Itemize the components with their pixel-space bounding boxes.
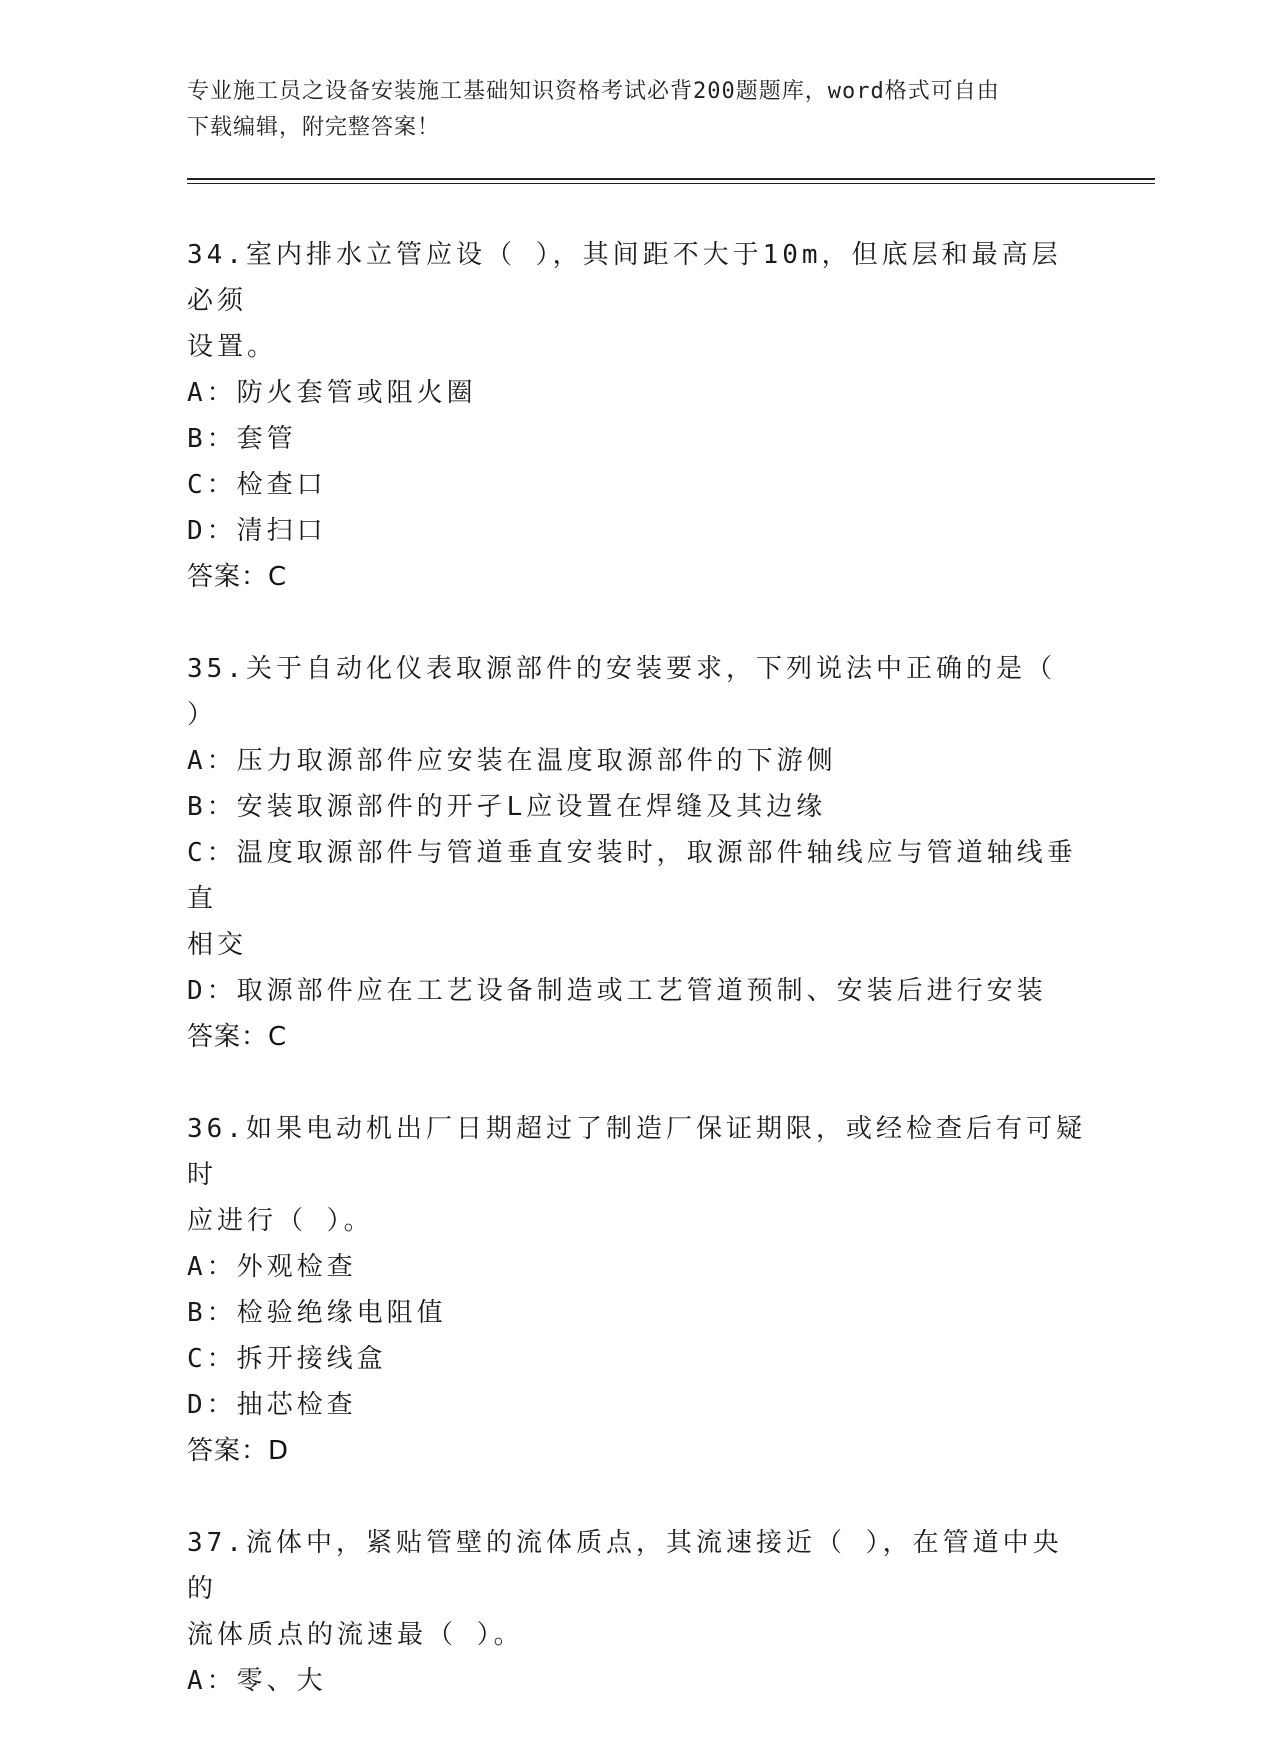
question-34 [187, 232, 1087, 600]
question-stem: 流体质点的流速最（ ）。 [187, 1620, 524, 1650]
option-c: C：拆开接线盒 [187, 1344, 387, 1374]
question-36 [187, 1106, 1087, 1474]
option-b: B：套管 [187, 424, 297, 454]
option-b: B：安装取源部件的开孑L应设置在焊缝及其边缘 [187, 792, 827, 822]
option-c-continued: 相交 [187, 930, 248, 960]
option-a: A：零、大 [187, 1666, 327, 1696]
document-header [187, 74, 1087, 146]
question-list [187, 232, 1087, 1750]
option-a: A：压力取源部件应安装在温度取源部件的下游侧 [187, 746, 837, 776]
option-c: C：温度取源部件与管道垂直安装时，取源部件轴线应与管道轴线垂直 [187, 838, 1077, 914]
question-37 [187, 1520, 1087, 1704]
option-d: D：清扫口 [187, 516, 327, 546]
option-a: A：防火套管或阻火圈 [187, 378, 477, 408]
option-d: D：抽芯检查 [187, 1390, 357, 1420]
question-stem: 35.关于自动化仪表取源部件的安装要求，下列说法中正确的是（ ） [187, 654, 1056, 730]
question-35 [187, 646, 1087, 1060]
question-stem: 37.流体中，紧贴管壁的流体质点，其流速接近（ ），在管道中央的 [187, 1528, 1063, 1604]
answer: 答案：C [187, 562, 288, 592]
header-line-2: 下载编辑，附完整答案！ [187, 115, 441, 140]
question-stem: 应进行（ ）。 [187, 1206, 374, 1236]
option-b: B：检验绝缘电阻值 [187, 1298, 447, 1328]
header-line-1: 专业施工员之设备安装施工基础知识资格考试必背200题题库，word格式可自由 [187, 79, 1000, 104]
answer: 答案：D [187, 1436, 290, 1466]
option-c: C：检查口 [187, 470, 327, 500]
option-a: A：外观检查 [187, 1252, 357, 1282]
question-stem: 34.室内排水立管应设（ ），其间距不大于10m，但底层和最高层必须 [187, 240, 1062, 316]
header-divider-thin [187, 183, 1155, 184]
answer: 答案：C [187, 1022, 288, 1052]
header-divider-thick [187, 178, 1155, 180]
option-d: D：取源部件应在工艺设备制造或工艺管道预制、安装后进行安装 [187, 976, 1047, 1006]
question-stem: 设置。 [187, 332, 278, 362]
question-stem: 36.如果电动机出厂日期超过了制造厂保证期限，或经检查后有可疑时 [187, 1114, 1086, 1190]
